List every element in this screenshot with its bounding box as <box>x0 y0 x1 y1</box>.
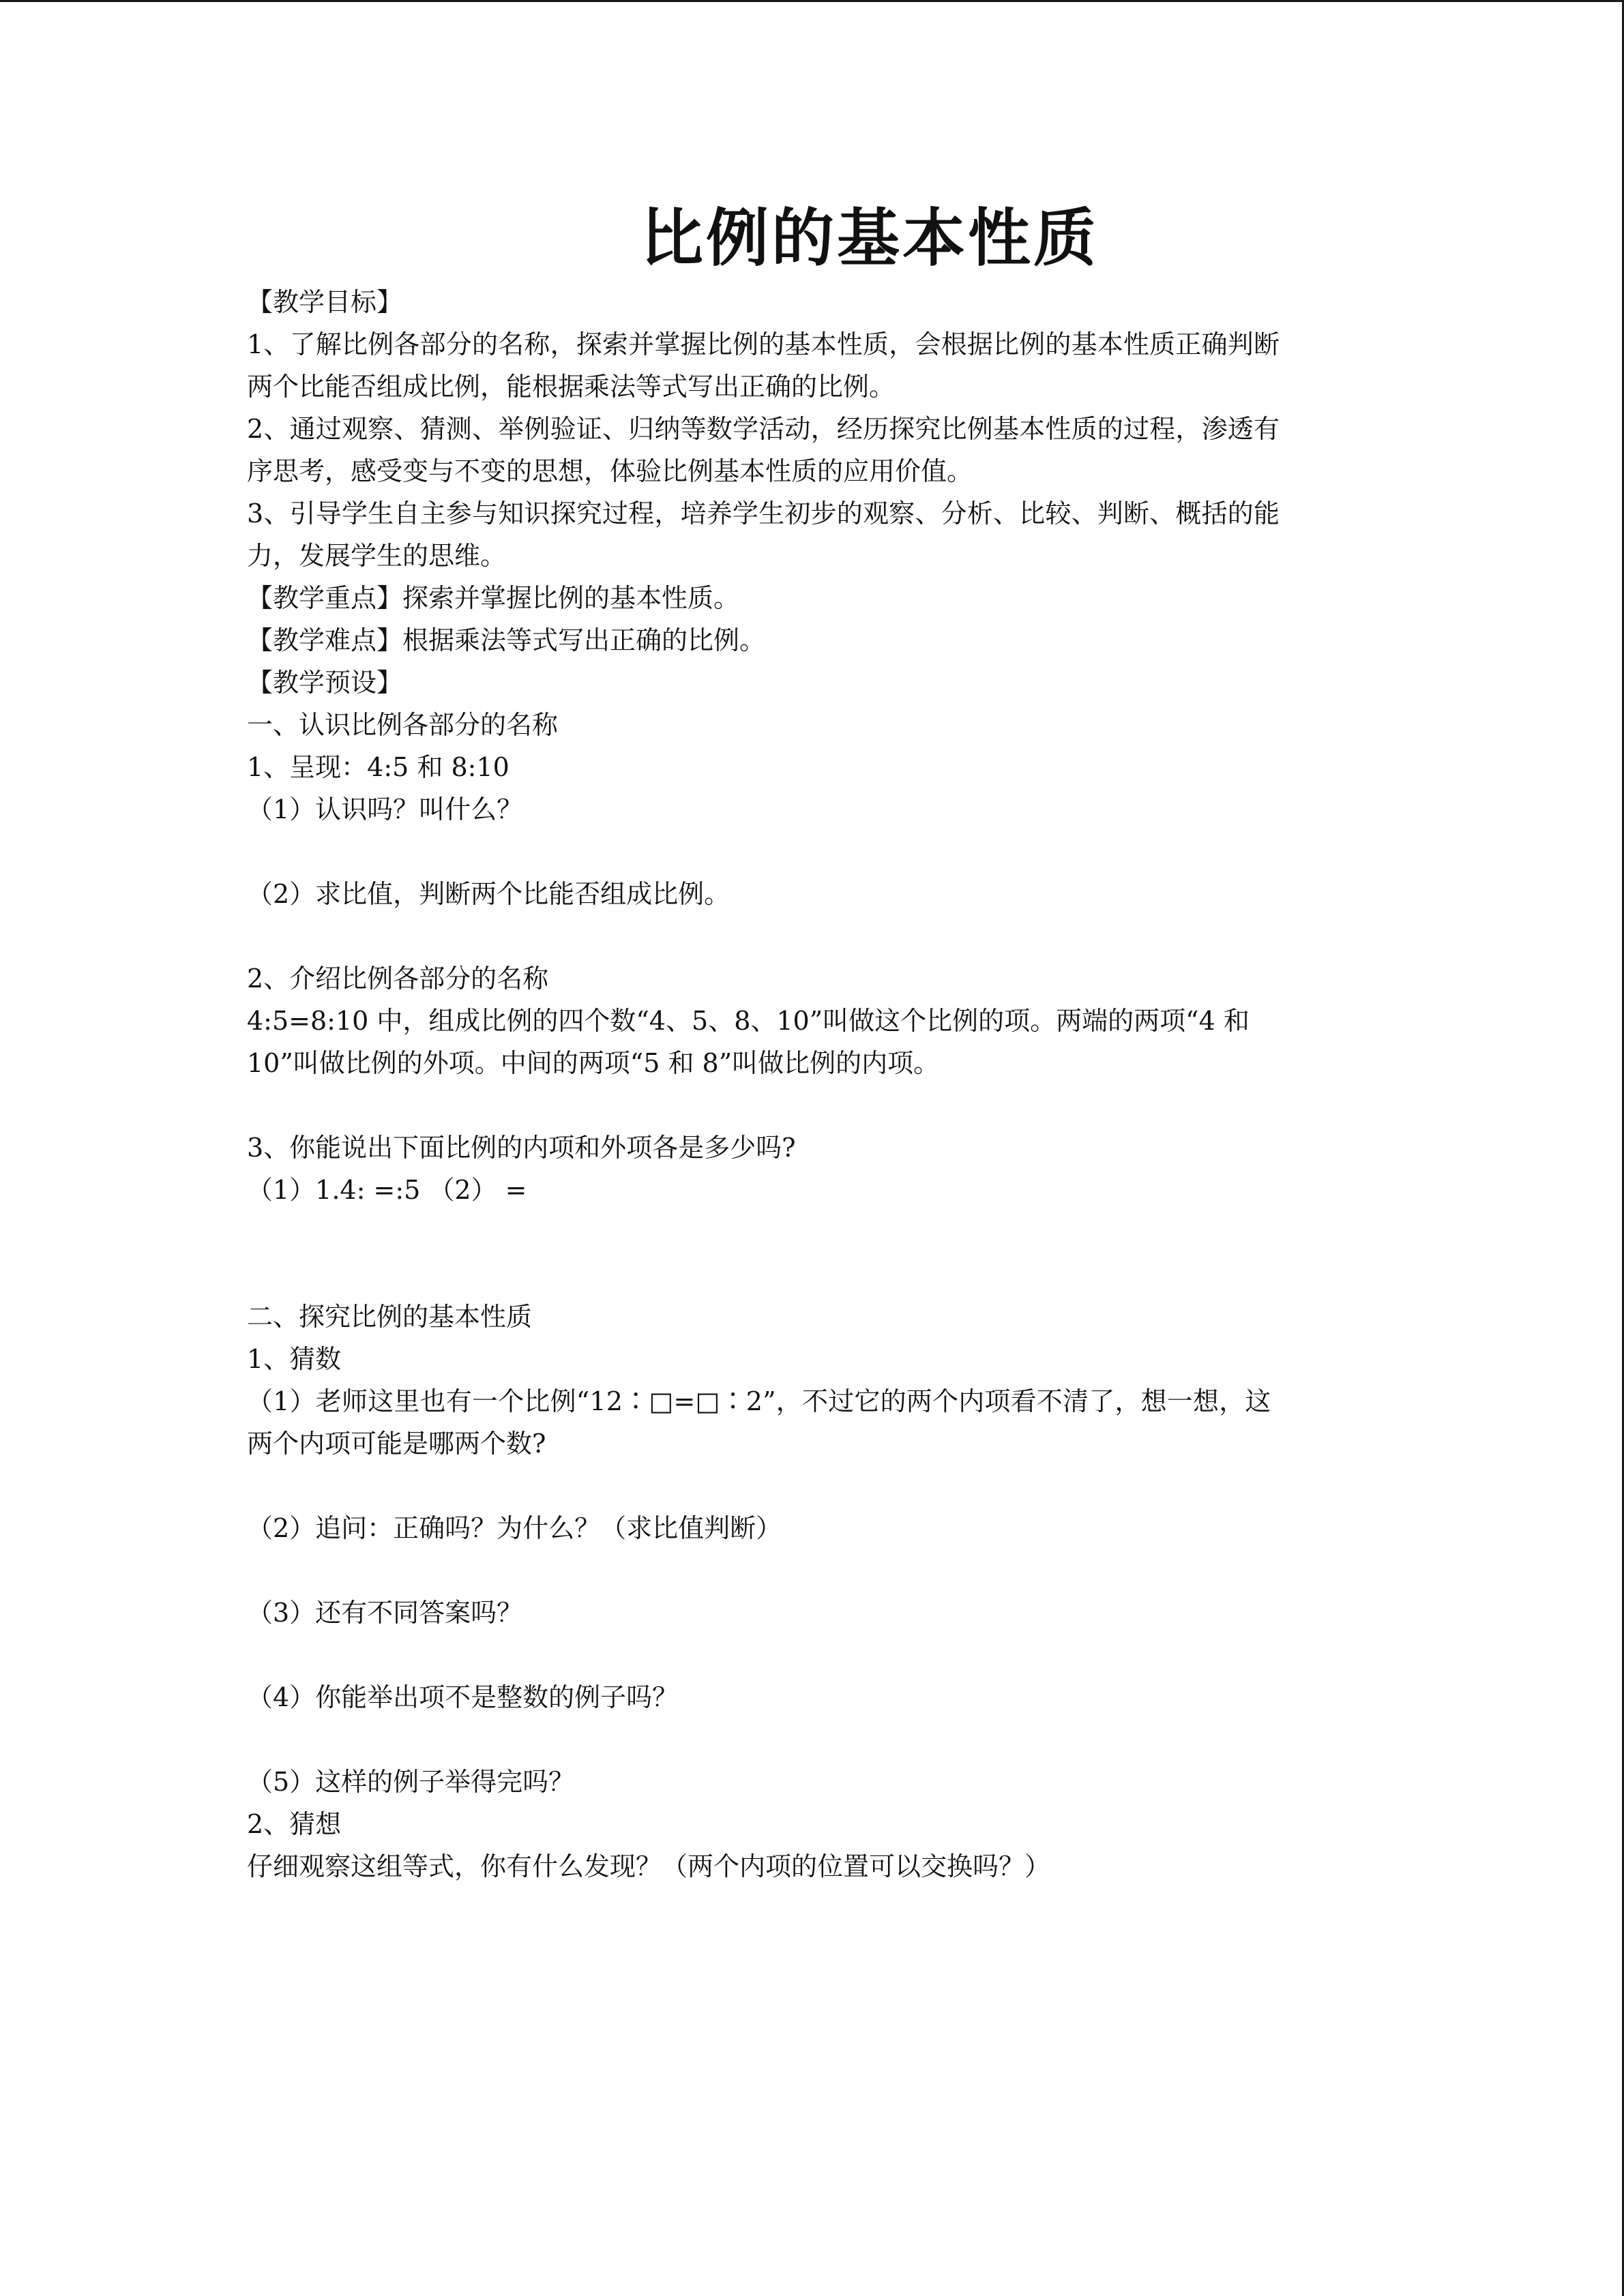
page-title: 比例的基本性质 <box>640 202 1099 275</box>
part-2-item-2: 2、猜想 <box>247 1809 342 1839</box>
blank-space <box>247 1465 1379 1507</box>
terms-explanation-line-1: 4:5=8:10 中，组成比例的四个数“4、5、8、10”叫做这个比例的项。两端的两项“4 和 <box>247 1006 1250 1036</box>
part-2-question-2: （2）追问：正确吗？为什么？（求比值判断） <box>247 1513 782 1543</box>
part-1-item-1: 1、呈现：4:5 和 8:10 <box>247 752 510 782</box>
objective-3-line-2: 力，发展学生的思维。 <box>247 541 507 571</box>
blank-space <box>247 915 1379 957</box>
part-1-question-1: （1）认识吗？叫什么？ <box>247 794 523 824</box>
part-2-observation: 仔细观察这组等式，你有什么发现？（两个内项的位置可以交换吗？） <box>247 1851 1051 1881</box>
difficult-point: 【教学难点】根据乘法等式写出正确的比例。 <box>247 625 766 655</box>
part-2-question-1-line-1: （1）老师这里也有一个比例“12∶□=□∶2”，不过它的两个内项看不清了，想一想，这 <box>247 1386 1271 1416</box>
objective-3-line-1: 3、引导学生自主参与知识探究过程，培养学生初步的观察、分析、比较、判断、概括的能 <box>247 498 1280 528</box>
part-1-item-3: 3、你能说出下面比例的内项和外项各是多少吗? <box>247 1133 796 1163</box>
blank-space <box>247 1549 1379 1592</box>
part-1-heading: 一、认识比例各部分的名称 <box>247 710 559 740</box>
blank-space <box>247 1211 1379 1296</box>
part-2-question-3: （3）还有不同答案吗？ <box>247 1598 523 1628</box>
blank-space <box>247 831 1379 873</box>
part-1-item-2: 2、介绍比例各部分的名称 <box>247 964 549 994</box>
part-1-question-2: （2）求比值，判断两个比能否组成比例。 <box>247 879 730 909</box>
section-heading-objectives: 【教学目标】 <box>247 287 403 317</box>
objective-2-line-2: 序思考，感受变与不变的思想，体验比例基本性质的应用价值。 <box>247 456 973 486</box>
part-2-heading: 二、探究比例的基本性质 <box>247 1302 533 1332</box>
part-1-exercise: （1）1.4: =:5 （2） = <box>247 1175 527 1205</box>
blank-space <box>247 1084 1379 1127</box>
objective-1-line-2: 两个比能否组成比例，能根据乘法等式写出正确的比例。 <box>247 372 896 402</box>
part-2-item-1: 1、猜数 <box>247 1344 342 1374</box>
part-2-question-5: （5）这样的例子举得完吗？ <box>247 1767 575 1797</box>
objective-1-line-1: 1、了解比例各部分的名称，探索并掌握比例的基本性质，会根据比例的基本性质正确判断 <box>247 329 1280 359</box>
key-point: 【教学重点】探索并掌握比例的基本性质。 <box>247 583 740 613</box>
blank-space <box>247 1718 1379 1761</box>
page-border-top <box>0 0 1624 2</box>
part-2-question-4: （4）你能举出项不是整数的例子吗？ <box>247 1682 679 1712</box>
section-heading-plan: 【教学预设】 <box>247 668 403 698</box>
document-body <box>247 281 1379 1888</box>
objective-2-line-1: 2、通过观察、猜测、举例验证、归纳等数学活动，经历探究比例基本性质的过程，渗透有 <box>247 414 1280 444</box>
terms-explanation-line-2: 10”叫做比例的外项。中间的两项“5 和 8”叫做比例的内项。 <box>247 1048 940 1078</box>
blank-space <box>247 1634 1379 1676</box>
part-2-question-1-line-2: 两个内项可能是哪两个数? <box>247 1429 546 1459</box>
